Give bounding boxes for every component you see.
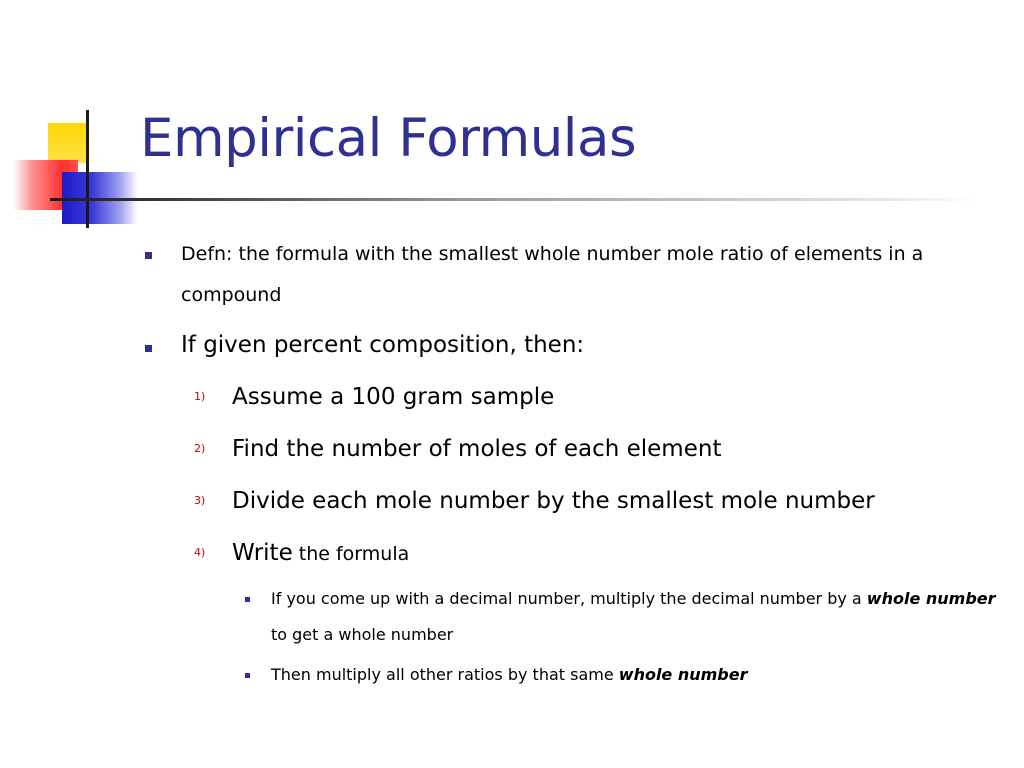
sub-bullet-post: to get a whole number xyxy=(271,625,454,644)
step-text: Find the number of moles of each element xyxy=(232,436,722,462)
bullet-text: If given percent composition, then: xyxy=(181,332,585,358)
step-text xyxy=(232,535,409,572)
step-text-formula: the formula xyxy=(292,543,410,565)
step-text: Assume a 100 gram sample xyxy=(232,384,555,410)
step-number: 1) xyxy=(194,390,206,403)
sub-bullet-pre: If you come up with a decimal number, multiply the decimal number by a xyxy=(271,589,867,608)
square-bullet-icon xyxy=(245,673,250,678)
sub-bullet-pre: Then multiply all other ratios by that same xyxy=(271,665,619,684)
step-number: 2) xyxy=(194,442,206,455)
step-number: 3) xyxy=(194,494,206,507)
step-text: Divide each mole number by the smallest mole number xyxy=(232,488,875,514)
sub-bullet-emphasis: whole number xyxy=(866,589,996,608)
square-bullet-icon xyxy=(245,597,250,602)
square-bullet-icon xyxy=(145,345,152,352)
square-bullet-icon xyxy=(145,252,152,259)
step-number: 4) xyxy=(194,546,206,559)
sub-bullet-emphasis: whole number xyxy=(618,665,748,684)
sub-bullet-text xyxy=(271,657,748,693)
slide-title: Empirical Formulas xyxy=(140,108,637,169)
bullet-text: Defn: the formula with the smallest whole number mole ratio of elements in a compound xyxy=(181,243,924,306)
step-text-write: Write xyxy=(232,540,293,566)
sub-bullet-text xyxy=(271,581,996,653)
